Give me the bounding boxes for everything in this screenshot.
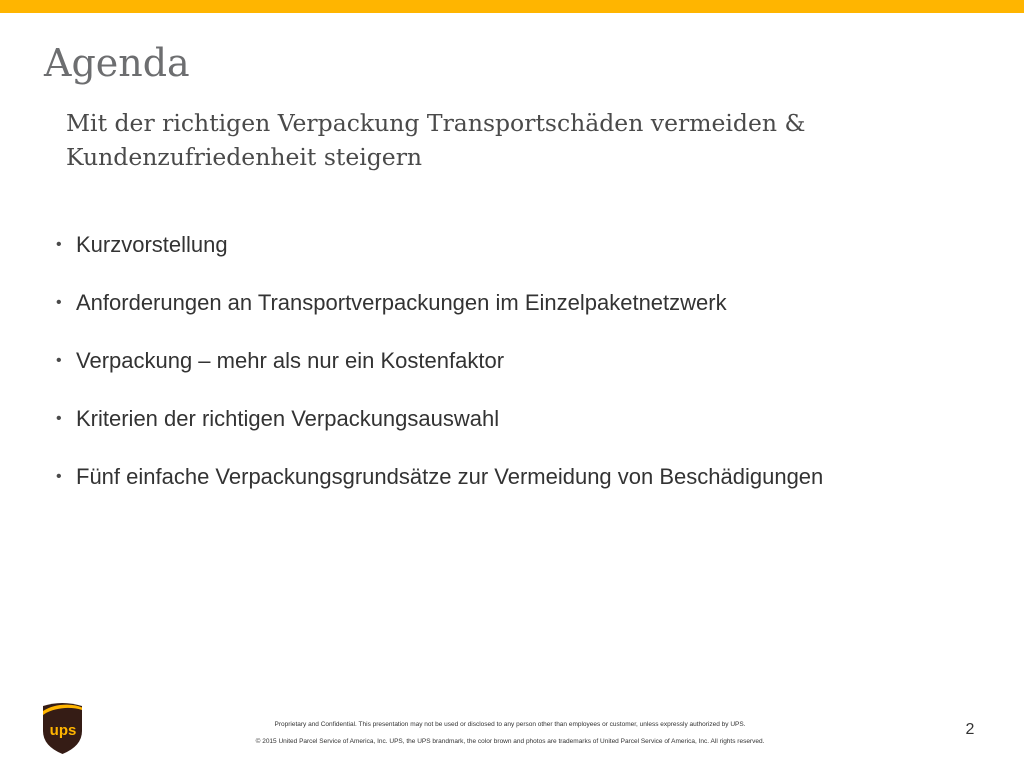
agenda-item-label: Anforderungen an Transportverpackungen im Einzelpaketnetzwerk <box>76 290 727 315</box>
bullet-icon: • <box>56 352 62 369</box>
footer-confidentiality-line: Proprietary and Confidential. This presentation may not be used or disclosed to any person other than employees or customer, unless expressly authorized by UPS. <box>274 721 746 728</box>
footer-disclaimer <box>200 716 820 750</box>
agenda-item <box>56 226 1006 284</box>
agenda-item <box>56 342 1006 400</box>
logo-text: ups <box>49 722 77 739</box>
agenda-item-label: Fünf einfache Verpackungsgrundsätze zur Vermeidung von Beschädigungen <box>76 464 824 489</box>
agenda-item-label: Kriterien der richtigen Verpackungsauswahl <box>76 406 500 431</box>
bullet-icon: • <box>56 468 62 485</box>
ups-shield-logo-icon <box>41 701 84 756</box>
agenda-item <box>56 284 1006 342</box>
footer-copyright-line: © 2015 United Parcel Service of America, Inc. UPS, the UPS brandmark, the color brown and photos are trademarks of United Parcel Service of America, Inc. All rights reserved. <box>255 738 765 745</box>
bullet-icon: • <box>56 294 62 311</box>
agenda-item-label: Kurzvorstellung <box>76 232 228 257</box>
bullet-icon: • <box>56 410 62 427</box>
agenda-item <box>56 458 1006 516</box>
page-number: 2 <box>965 721 975 738</box>
slide-subtitle: Mit der richtigen Verpackung Transportschäden vermeiden & Kundenzufriedenheit steigern <box>66 109 806 171</box>
top-accent-bar <box>0 0 1024 13</box>
agenda-item-label: Verpackung – mehr als nur ein Kostenfaktor <box>76 348 505 373</box>
agenda-list <box>56 226 1006 516</box>
agenda-item <box>56 400 1006 458</box>
bullet-icon: • <box>56 236 62 253</box>
slide-title: Agenda <box>44 41 190 85</box>
